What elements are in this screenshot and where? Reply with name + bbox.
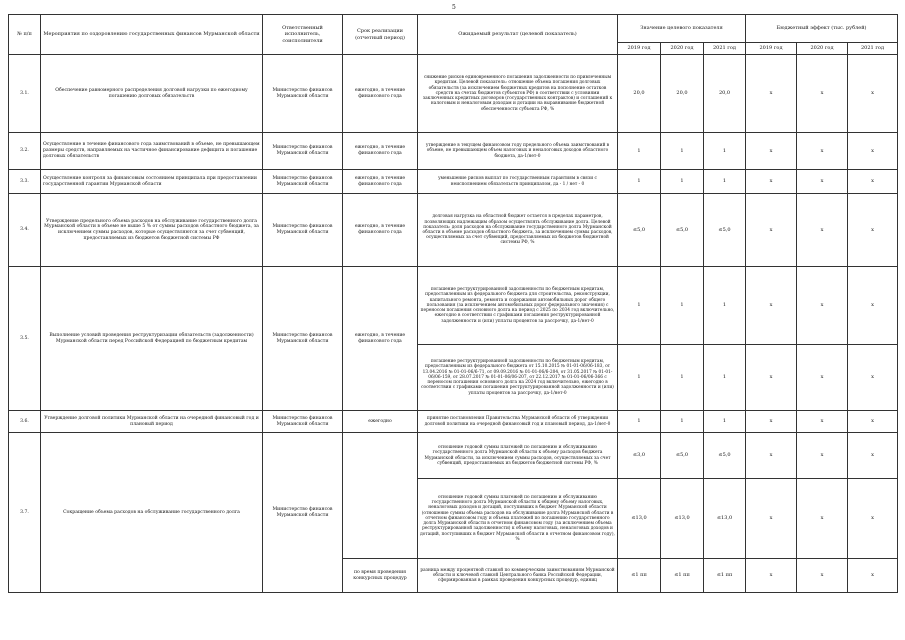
target-value: 20,0 — [704, 55, 746, 133]
row-number: 3.7. — [9, 433, 41, 593]
result-text: погашение реструктурированной задолженности по бюджетным кредитам, предоставленным из федерального бюджета для строительства, реконструкции, капитального ремонта, ремонта и содержания автомобильных дорог общего пользования (за исключением автомобильных дорог федерального значения) с переносом погашения основного долга на период с 2025 по 2034 год включительно, ежегодно в соответствии с графиками погашения реструктурированной задолженности и (или) уплаты процентов за рассрочку, да-1/нет-0 — [418, 267, 618, 345]
target-value: 1 — [661, 345, 704, 411]
header-year: 2020 год — [661, 43, 704, 55]
target-value: ≤13,0 — [661, 479, 704, 559]
budget-value: x — [746, 479, 797, 559]
budget-value: x — [797, 133, 848, 170]
header-year: 2021 год — [848, 43, 898, 55]
header-responsible: Ответственный исполнитель, соисполнители — [263, 15, 343, 55]
term-text: по время проведения конкурсных процедур — [343, 559, 418, 593]
row-number: 3.3. — [9, 170, 41, 194]
row-number: 3.2. — [9, 133, 41, 170]
measure-text: Утверждение долговой политики Мурманской области на очередной финансовый год и плановый период — [41, 411, 263, 433]
term-text: ежегодно, в течение финансового года — [343, 170, 418, 194]
budget-value: x — [746, 345, 797, 411]
target-value: 1 — [704, 267, 746, 345]
header-num: № п/п — [9, 15, 41, 55]
budget-value: x — [746, 194, 797, 267]
term-text: ежегодно, в течение финансового года — [343, 55, 418, 133]
header-target-values: Значение целевого показателя — [618, 15, 746, 43]
measure-text: Сокращение объема расходов на обслуживание государственного долга — [41, 433, 263, 593]
responsible-text: Министерство финансов Мурманской области — [263, 55, 343, 133]
result-text: погашение реструктурированной задолженности по бюджетным кредитам, предоставленным из федерального бюджета от 15.10.2015 № 01-01-06/06-183, от 13.04.2016 № 01-01-06/6-71, от 09.09.2016 № 01-01-06/6-204, от 31.05.2017 № 01-01-06/06-159, от 28.07.2017 № 01-01-06/06-207, от 22.12.2017 № 01-01-06/06-366 с переносом погашения основного долга на 2024 год включительно, ежегодно в соответствии с графиками погашения реструктурированной задолженности и (или) уплаты процентов за рассрочку, да-1/нет-0 — [418, 345, 618, 411]
term-text: ежегодно, в течение финансового года — [343, 267, 418, 411]
target-value: ≤5,0 — [661, 194, 704, 267]
budget-value: x — [746, 411, 797, 433]
target-value: 1 — [618, 411, 661, 433]
budget-value: x — [797, 479, 848, 559]
table-row — [9, 133, 898, 170]
result-text: утверждение в текущем финансовом году предельного объема заимствований в объеме, не превышающем объем налоговых и неналоговых доходов областного бюджета, да-1/нет-0 — [418, 133, 618, 170]
header-year: 2019 год — [618, 43, 661, 55]
table-row — [9, 433, 898, 479]
term-text: ежегодно — [343, 411, 418, 433]
target-value: 1 — [704, 345, 746, 411]
header-year: 2021 год — [704, 43, 746, 55]
budget-value: x — [848, 559, 898, 593]
term-text: ежегодно, в течение финансового года — [343, 194, 418, 267]
budget-value: x — [746, 55, 797, 133]
responsible-text: Министерство финансов Мурманской области — [263, 433, 343, 593]
target-value: ≤13,0 — [704, 479, 746, 559]
responsible-text: Министерство финансов Мурманской области — [263, 170, 343, 194]
target-value: ≤5,0 — [704, 194, 746, 267]
target-value: ≤1 пп — [704, 559, 746, 593]
measure-text: Утверждение предельного объема расходов на обслуживание государственного долга Мурманской области в объеме не выше 5 % от суммы расходов областного бюджета, за исключением суммы расходов, которые осуществляются за счет субвенций, предоставляемых из бюджетов бюджетной системы РФ — [41, 194, 263, 267]
header-year: 2019 год — [746, 43, 797, 55]
measure-text: Обеспечение равномерного распределения долговой нагрузки по ежегодному погашению долговых обязательств — [41, 55, 263, 133]
responsible-text: Министерство финансов Мурманской области — [263, 267, 343, 411]
budget-value: x — [746, 559, 797, 593]
header-measure: Мероприятия по оздоровлению государственных финансов Мурманской области — [41, 15, 263, 55]
page-number: 5 — [452, 4, 456, 11]
target-value: ≤13,0 — [618, 479, 661, 559]
budget-value: x — [848, 345, 898, 411]
budget-value: x — [848, 194, 898, 267]
target-value: ≤3,0 — [618, 433, 661, 479]
budget-value: x — [746, 170, 797, 194]
target-value: 1 — [661, 133, 704, 170]
result-text: уменьшение рисков выплат по государственным гарантиям в связи с неисполнением обязательств принципалом, да - 1 / нет - 0 — [418, 170, 618, 194]
budget-value: x — [797, 170, 848, 194]
budget-value: x — [797, 411, 848, 433]
result-text: принятие постановления Правительства Мурманской области об утверждении долговой политики на очередной финансовый год и плановый период, да-1/нет-0 — [418, 411, 618, 433]
target-value: ≤5,0 — [661, 433, 704, 479]
budget-value: x — [746, 433, 797, 479]
row-number: 3.5. — [9, 267, 41, 411]
term-text — [343, 433, 418, 559]
target-value: 1 — [618, 267, 661, 345]
target-value: ≤1 пп — [618, 559, 661, 593]
budget-value: x — [848, 267, 898, 345]
budget-value: x — [746, 133, 797, 170]
target-value: 1 — [704, 411, 746, 433]
measure-text: Осуществление в течение финансового года заимствований в объеме, не превышающем размеры средств, направляемых на частичное финансирование дефицита и погашение долговых обязательств — [41, 133, 263, 170]
responsible-text: Министерство финансов Мурманской области — [263, 411, 343, 433]
target-value: 1 — [618, 170, 661, 194]
responsible-text: Министерство финансов Мурманской области — [263, 133, 343, 170]
target-value: 1 — [661, 411, 704, 433]
row-number: 3.6. — [9, 411, 41, 433]
table-row — [9, 411, 898, 433]
budget-value: x — [746, 267, 797, 345]
header-year: 2020 год — [797, 43, 848, 55]
budget-value: x — [797, 267, 848, 345]
result-text: снижение рисков единовременного погашения задолженности по привлеченным кредитам. Целевой показатель: отношение объема погашения долговых обязательств (за исключением бюджетных кредитов на пополнение остатков средств на счетах бюджетов субъектов РФ) в соответствии с условиями заключенных кредитных договоров (государственных контрактов) и соглашений к налоговым и неналоговым доходам и дотации на выравнивание бюджетной обеспеченности субъекта РФ, % — [418, 55, 618, 133]
header-term: Срок реализации (отчетный период) — [343, 15, 418, 55]
target-value: 1 — [618, 345, 661, 411]
row-number: 3.1. — [9, 55, 41, 133]
table-row — [9, 267, 898, 345]
term-text: ежегодно, в течение финансового года — [343, 133, 418, 170]
header-result: Ожидаемый результат (целевой показатель) — [418, 15, 618, 55]
row-number: 3.4. — [9, 194, 41, 267]
budget-value: x — [797, 194, 848, 267]
target-value: 1 — [618, 133, 661, 170]
responsible-text: Министерство финансов Мурманской области — [263, 194, 343, 267]
budget-value: x — [848, 133, 898, 170]
target-value: 1 — [704, 133, 746, 170]
result-text: отношение годовой суммы платежей по погашению и обслуживанию государственного долга Мурманской области к объему расходов бюджета Мурманской области, за исключением суммы расходов, осуществляемых за счет субвенций, предоставляемых из бюджетов бюджетной системы РФ, % — [418, 433, 618, 479]
table-row — [9, 170, 898, 194]
budget-value: x — [848, 411, 898, 433]
target-value: ≤5,0 — [618, 194, 661, 267]
result-text: отношение годовой суммы платежей по погашению и обслуживанию государственного долга Мурманской области к общему объему налоговых, неналоговых доходов и дотаций, поступивших в бюджет Мурманской области (отношение суммы объема расходов на обслуживание долга Мурманской области в отчетном финансовом году и объема платежей по погашению государственного долга Мурманской области в отчетном финансовом году (за исключением объема реструктурированной задолженности) к объему налоговых, неналоговых доходов и дотаций, поступивших в бюджет Мурманской области в отчетном финансовом году), % — [418, 479, 618, 559]
budget-value: x — [797, 433, 848, 479]
result-text: разница между процентной ставкой по коммерческим заимствованиям Мурманской области и ключевой ставкой Центрального банка Российской Федерации, сформированная в рамках проведения конкурсных процедур, единиц — [418, 559, 618, 593]
measure-text: Выполнение условий проведения реструктуризации обязательств (задолженности) Мурманской области перед Российской Федерацией по бюджетным кредитам — [41, 267, 263, 411]
target-value: 1 — [661, 170, 704, 194]
budget-value: x — [848, 479, 898, 559]
budget-value: x — [848, 433, 898, 479]
budget-value: x — [797, 345, 848, 411]
header-budget-effect: Бюджетный эффект (тыс. рублей) — [746, 15, 898, 43]
target-value: 20,0 — [618, 55, 661, 133]
budget-value: x — [797, 55, 848, 133]
target-value: 1 — [661, 267, 704, 345]
target-value: ≤5,0 — [704, 433, 746, 479]
measure-text: Осуществление контроля за финансовым состоянием принципала при предоставлении государственной гарантии Мурманской области — [41, 170, 263, 194]
result-text: долговая нагрузка на областной бюджет остается в пределах параметров, позволяющих надлежащим образом осуществлять обслуживание долга. Целевой показатель: доля расходов на обслуживание государственного долга Мурманской области в объеме расходов областного бюджета, за исключением суммы расходов, осуществляемых за счет субвенций, предоставляемых из бюджетов бюджетной системы РФ, % — [418, 194, 618, 267]
target-value: ≤1 пп — [661, 559, 704, 593]
measures-table — [8, 14, 898, 593]
budget-value: x — [848, 55, 898, 133]
target-value: 1 — [704, 170, 746, 194]
target-value: 20,0 — [661, 55, 704, 133]
budget-value: x — [797, 559, 848, 593]
budget-value: x — [848, 170, 898, 194]
table-row — [9, 55, 898, 133]
table-row — [9, 194, 898, 267]
